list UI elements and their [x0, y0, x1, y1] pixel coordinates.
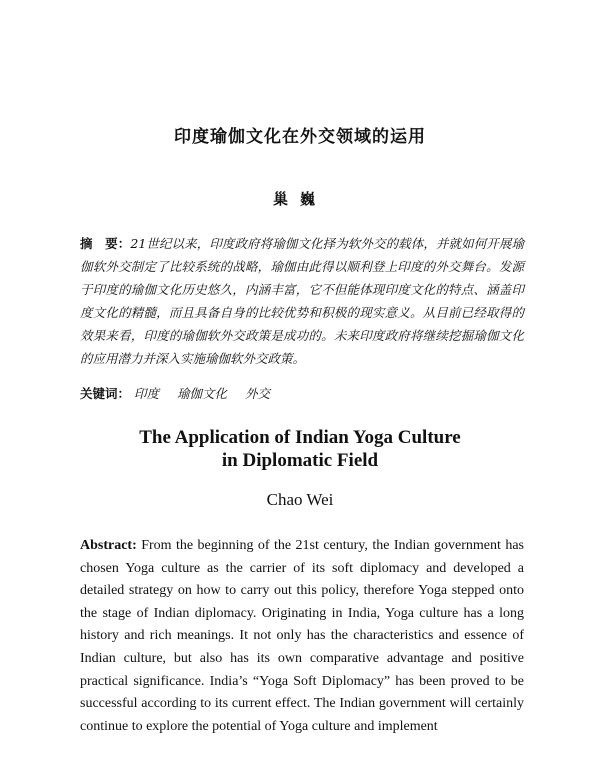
english-title — [0, 426, 600, 472]
english-author: Chao Wei — [266, 490, 334, 509]
chinese-author: 巢巍 — [272, 190, 327, 208]
chinese-abstract-label: 摘 要： — [80, 236, 131, 251]
chinese-keywords-label: 关键词： — [80, 386, 131, 401]
chinese-abstract-text: 21世纪以来，印度政府将瑜伽文化择为软外交的载体，并就如何开展瑜伽软外交制定了比较系统的战略，瑜伽由此得以顺利登上印度的外交舞台。发源于印度的瑜伽文化历史悠久，内涵丰富，它不但能体现印度文化的特点、涵盖印度文化的精髓，而且具备自身的比较优势和积极的现实意义。从目前已经取得的效果来看，印度的瑜伽软外交政策是成功的。未来印度政府将继续挖掘瑜伽文化的应用潜力并深入实施瑜伽软外交政策。 — [80, 236, 524, 366]
english-title-line: The Application of Indian Yoga Culture — [139, 427, 461, 448]
keyword: 瑜伽文化 — [177, 386, 228, 401]
english-abstract-text: From the beginning of the 21st century, the Indian government has chosen Yoga culture as the carrier of its soft diplomacy and developed a detailed strategy on how to carry out this policy, therefore Yoga stepped onto the stage of Indian diplomacy. Originating in India, Yoga culture has a long history and rich meanings. It not only has the characteristics and essence of Indian culture, but also has its own comparative advantage and positive practical significance. India’s “Yoga Soft Diplomacy” has been proved to be successful according to its current effect. The Indian government will certainly continue to explore the potential of Yoga culture and implement — [80, 538, 525, 734]
chinese-title: 印度瑜伽文化在外交领域的运用 — [174, 127, 426, 147]
chinese-keywords — [80, 384, 524, 404]
english-abstract-label: Abstract: — [80, 538, 137, 553]
chinese-abstract — [80, 232, 524, 370]
english-abstract — [80, 535, 524, 738]
keyword: 外交 — [245, 386, 271, 401]
english-title-line: in Diplomatic Field — [221, 450, 379, 471]
keyword: 印度 — [134, 386, 160, 401]
